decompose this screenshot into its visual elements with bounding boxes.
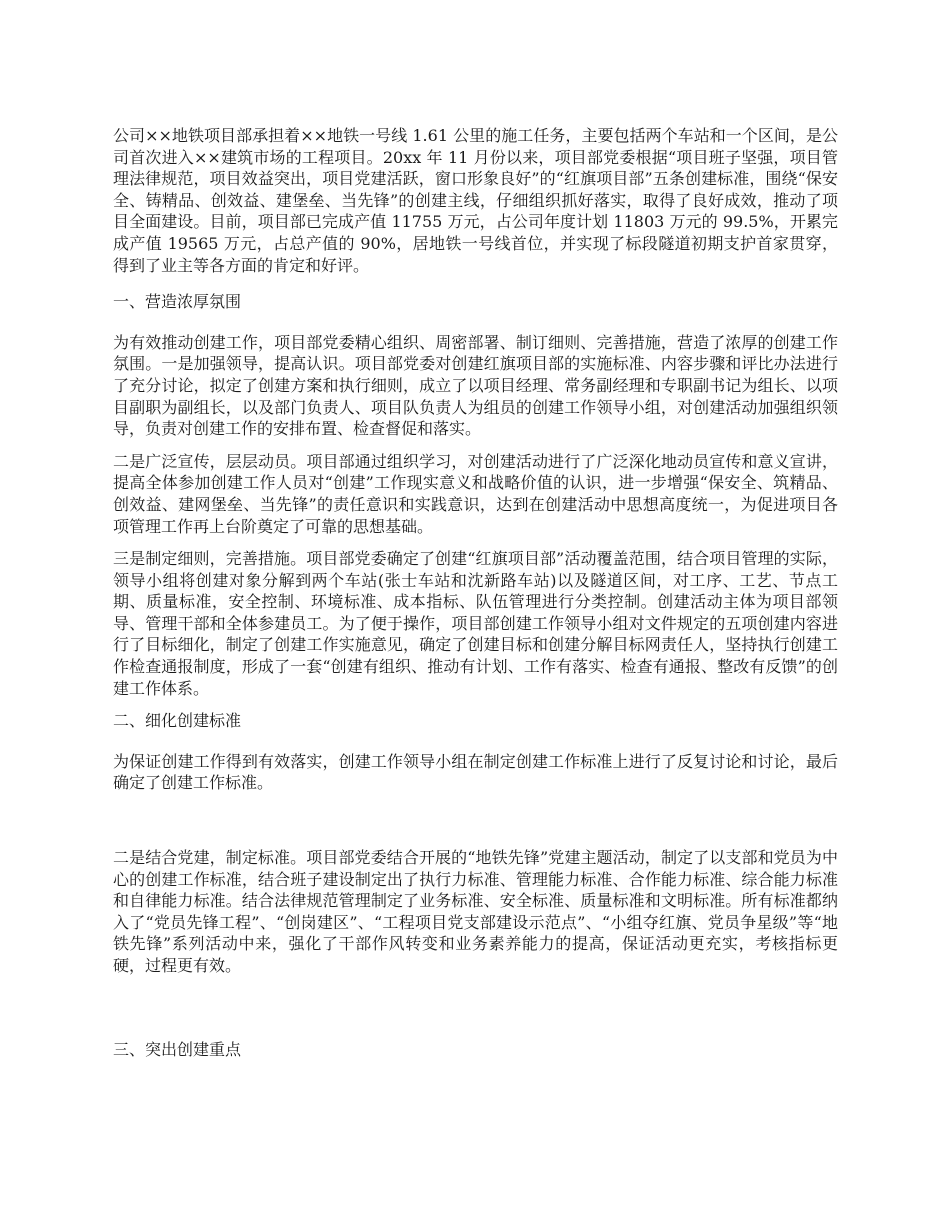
document-body — [113, 125, 838, 1060]
intro-paragraph: 公司××地铁项目部承担着××地铁一号线 1.61 公里的施工任务，主要包括两个车站和一个区间，是公司首次进入××建筑市场的工程项目。20xx 年 11 月份以来，项目部党委根据“项目班子坚强，项目管理法律规范，项目效益突出，项目党建活跃，窗口形象良好”的“红旗项目部”五条创建标准，围绕“保安全、铸精品、创效益、建堡垒、当先锋”的创建主线，仔细组织抓好落实，取得了良好成效，推动了项目全面建设。目前，项目部已完成产值 11755 万元，占公司年度计划 11803 万元的 99.5%，开累完成产值 19565 万元，占总产值的 90%，居地铁一号线首位，并实现了标段隧道初期支护首家贯穿，得到了业主等各方面的肯定和好评。 — [113, 126, 838, 275]
section-2-paragraph-1: 为保证创建工作得到有效落实，创建工作领导小组在制定创建工作标准上进行了反复讨论和讨论，最后确定了创建工作标准。 — [113, 751, 838, 793]
section-heading-2: 二、细化创建标准 — [113, 711, 242, 731]
section-1-paragraph-2: 二是广泛宣传，层层动员。项目部通过组织学习，对创建活动进行了广泛深化地动员宣传和意义宣讲，提高全体参加创建工作人员对“创建”工作现实意义和战略价值的认识，进一步增强“保安全、筑精品、创效益、建网堡垒、当先锋”的责任意识和实践意识，达到在创建活动中思想高度统一，为促进项目各项管理工作再上台阶奠定了可靠的思想基础。 — [113, 451, 838, 536]
section-2-paragraph-2: 二是结合党建，制定标准。项目部党委结合开展的“地铁先锋”党建主题活动，制定了以支部和党员为中心的创建工作标准，结合班子建设制定出了执行力标准、管理能力标准、合作能力标准、综合能力标准和自律能力标准。结合法律规范管理制定了业务标准、安全标准、质量标准和文明标准。所有标准都纳入了“党员先锋工程”、“创岗建区”、“工程项目党支部建设示范点”、“小组夺红旗、党员争星级”等“地铁先锋”系列活动中来，强化了干部作风转变和业务素养能力的提高，保证活动更充实，考核指标更硬，过程更有效。 — [113, 848, 838, 975]
section-1-paragraph-3: 三是制定细则，完善措施。项目部党委确定了创建“红旗项目部”活动覆盖范围，结合项目管理的实际，领导小组将创建对象分解到两个车站(张士车站和沈新路车站)以及隧道区间，对工序、工艺、节点工期、质量标准，安全控制、环境标准、成本指标、队伍管理进行分类控制。创建活动主体为项目部领导、管理干部和全体参建员工。为了便于操作，项目部创建工作领导小组对文件规定的五项创建内容进行了目标细化，制定了创建工作实施意见，确定了创建目标和创建分解目标网责任人，坚持执行创建工作检查通报制度，形成了一套“创建有组织、推动有计划、工作有落实、检查有通报、整改有反馈”的创建工作体系。 — [113, 549, 838, 698]
section-heading-1: 一、营造浓厚氛围 — [113, 292, 242, 312]
section-heading-3: 三、突出创建重点 — [113, 1039, 242, 1059]
section-1-paragraph-1: 为有效推动创建工作，项目部党委精心组织、周密部署、制订细则、完善措施，营造了浓厚的创建工作氛围。一是加强领导，提高认识。项目部党委对创建红旗项目部的实施标准、内容步骤和评比办法进行了充分讨论，拟定了创建方案和执行细则，成立了以项目经理、常务副经理和专职副书记为组长、以项目副职为副组长，以及部门负责人、项目队负责人为组员的创建工作领导小组，对创建活动加强组织领导，负责对创建工作的安排布置、检查督促和落实。 — [113, 332, 838, 439]
